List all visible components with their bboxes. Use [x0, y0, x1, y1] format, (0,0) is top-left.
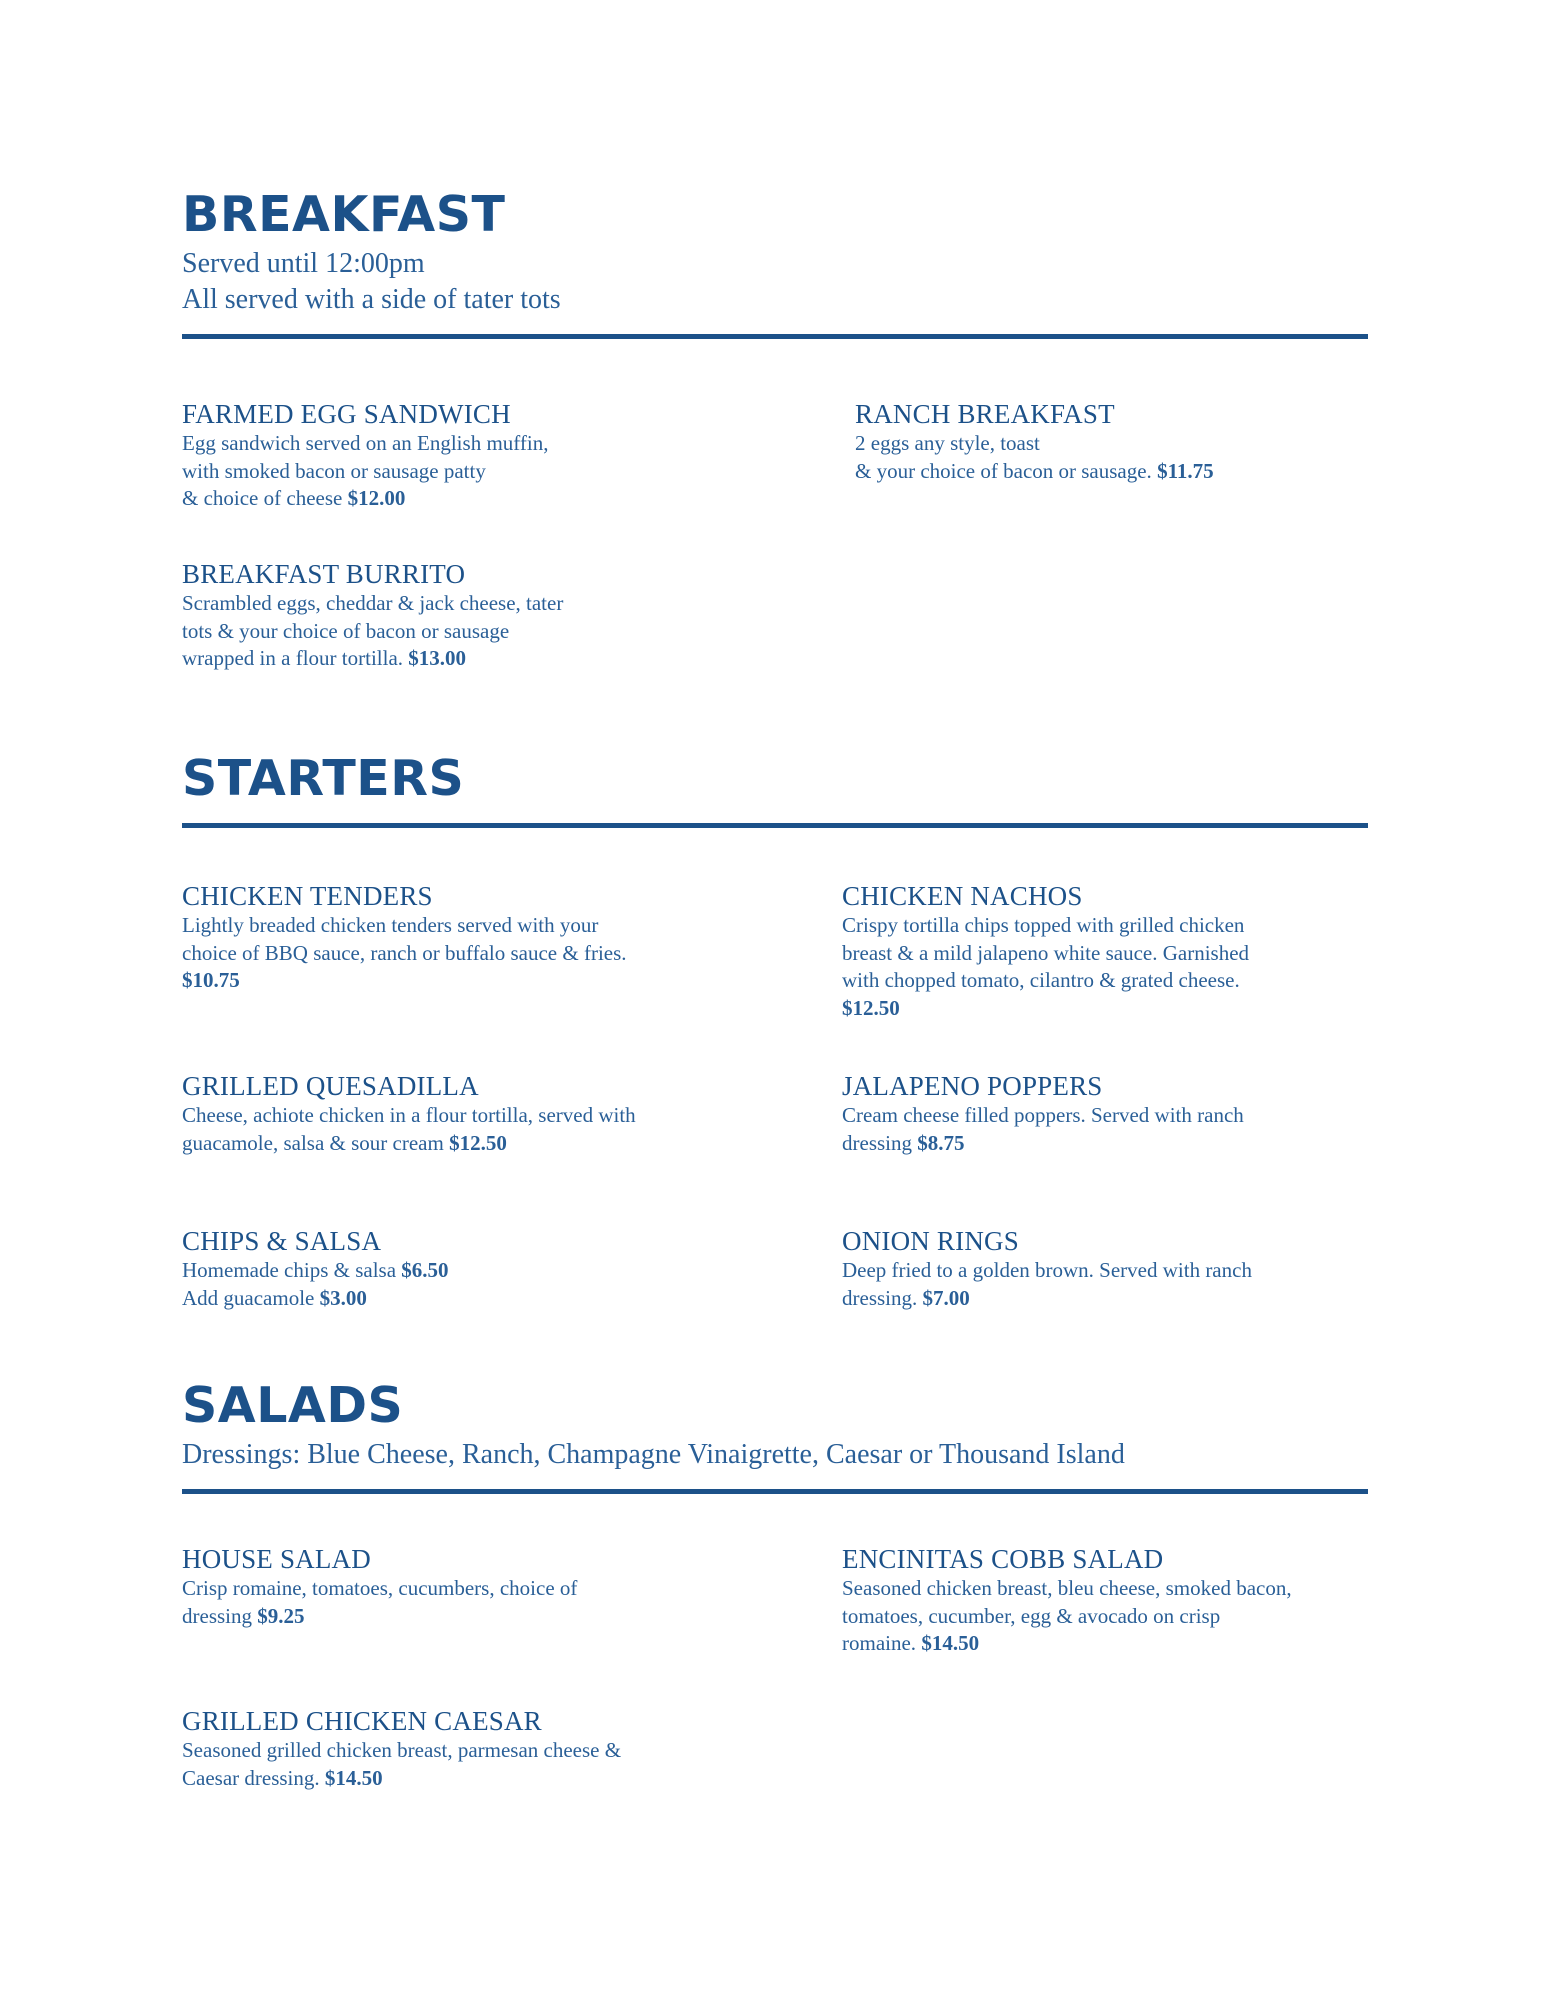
menu-item-jalapeno-poppers	[842, 1070, 1362, 1157]
item-name: BREAKFAST BURRITO	[182, 559, 466, 589]
breakfast-sides-note: All served with a side of tater tots	[182, 284, 561, 315]
menu-item-chicken-tenders	[182, 880, 702, 995]
menu-item-chicken-nachos	[842, 880, 1362, 1022]
menu-item-house-salad	[182, 1543, 702, 1630]
item-description: Seasoned grilled chicken breast, parmesan cheese & Caesar dressing. $14.50	[182, 1738, 622, 1790]
item-name: CHICKEN TENDERS	[182, 881, 433, 911]
starters-title: STARTERS	[182, 750, 465, 807]
item-price: $12.50	[842, 995, 900, 1020]
menu-item-onion-rings	[842, 1225, 1362, 1312]
item-name: GRILLED QUESADILLA	[182, 1071, 479, 1101]
menu-item-encinitas-cobb-salad	[842, 1543, 1362, 1658]
breakfast-divider	[182, 334, 1368, 339]
item-add-on: Add guacamole $3.00	[182, 1285, 367, 1310]
item-description: Crispy tortilla chips topped with grilled chicken breast & a mild jalapeno white sauce. Garnished with chopped tomato, cilantro & grated cheese. $12.50	[842, 913, 1250, 1020]
item-price: $7.00	[922, 1285, 970, 1310]
breakfast-title: BREAKFAST	[182, 186, 506, 243]
item-name: ENCINITAS COBB SALAD	[842, 1544, 1164, 1574]
item-name: CHIPS & SALSA	[182, 1226, 382, 1256]
item-name: HOUSE SALAD	[182, 1544, 371, 1574]
item-name: FARMED EGG SANDWICH	[182, 399, 511, 429]
item-price: $14.50	[921, 1631, 980, 1655]
salads-dressings: Dressings: Blue Cheese, Ranch, Champagne Vinaigrette, Caesar or Thousand Island	[182, 1439, 1125, 1470]
item-name: GRILLED CHICKEN CAESAR	[182, 1706, 542, 1736]
item-description: Lightly breaded chicken tenders served with your choice of BBQ sauce, ranch or buffalo sauce & fries. $10.75	[182, 913, 627, 992]
menu-item-grilled-quesadilla	[182, 1070, 702, 1157]
salads-title: SALADS	[182, 1377, 404, 1434]
item-description: Seasoned chicken breast, bleu cheese, smoked bacon, tomatoes, cucumber, egg & avocado on crisp romaine. $14.50	[842, 1576, 1292, 1655]
menu-item-farmed-egg-sandwich	[182, 398, 702, 513]
item-description: Crisp romaine, tomatoes, cucumbers, choice of dressing $9.25	[182, 1576, 578, 1628]
menu-item-grilled-chicken-caesar	[182, 1705, 702, 1792]
item-name: JALAPENO POPPERS	[842, 1071, 1103, 1101]
item-description: Homemade chips & salsa $6.50	[182, 1258, 449, 1282]
item-price: $11.75	[1157, 458, 1214, 483]
salads-divider	[182, 1489, 1368, 1494]
item-description: Egg sandwich served on an English muffin, with smoked bacon or sausage patty & choice of cheese $12.00	[182, 431, 549, 510]
add-on-price: $3.00	[319, 1285, 367, 1310]
item-name: RANCH BREAKFAST	[855, 399, 1115, 429]
item-description: Cheese, achiote chicken in a flour tortilla, served with guacamole, salsa & sour cream $12.50	[182, 1103, 636, 1155]
item-description: Scrambled eggs, cheddar & jack cheese, tater tots & your choice of bacon or sausage wrapped in a flour tortilla. $13.00	[182, 591, 564, 670]
item-price: $13.00	[408, 646, 467, 670]
menu-item-ranch-breakfast	[855, 398, 1375, 485]
item-price: $10.75	[182, 968, 240, 992]
item-name: CHICKEN NACHOS	[842, 881, 1083, 911]
starters-divider	[182, 823, 1368, 828]
item-price: $12.50	[449, 1130, 507, 1155]
item-price: $14.50	[324, 1765, 383, 1790]
item-description: 2 eggs any style, toast & your choice of bacon or sausage. $11.75	[855, 431, 1214, 483]
item-price: $6.50	[401, 1258, 449, 1282]
item-name: ONION RINGS	[842, 1226, 1019, 1256]
menu-item-breakfast-burrito	[182, 558, 702, 673]
item-price: $12.00	[347, 486, 406, 510]
item-description: Deep fried to a golden brown. Served with ranch dressing. $7.00	[842, 1258, 1252, 1310]
breakfast-hours: Served until 12:00pm	[182, 248, 425, 279]
item-price: $8.75	[917, 1130, 965, 1155]
menu-item-chips-and-salsa	[182, 1225, 702, 1312]
item-price: $9.25	[257, 1603, 305, 1628]
item-description: Cream cheese filled poppers. Served with ranch dressing $8.75	[842, 1103, 1244, 1155]
